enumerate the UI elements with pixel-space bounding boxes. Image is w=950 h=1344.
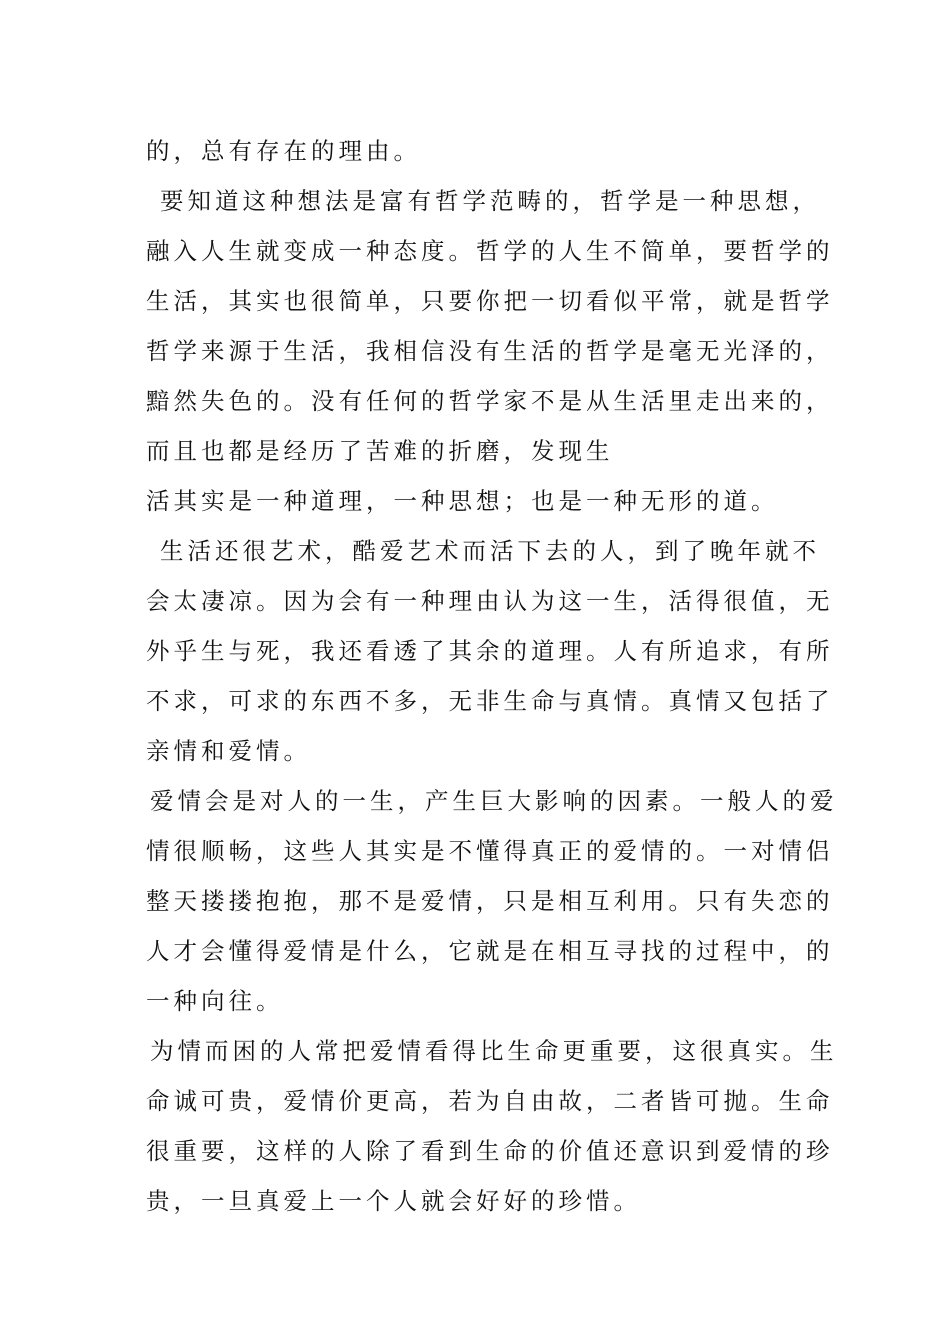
text-line: 而且也都是经历了苦难的折磨，发现生 bbox=[146, 437, 614, 465]
text-line: 为情而困的人常把爱情看得比生命更重要，这很真实。生 bbox=[150, 1037, 838, 1065]
text-line: 整天搂搂抱抱，那不是爱情，只是相互利用。只有失恋的 bbox=[146, 887, 834, 915]
text-line: 要知道这种想法是富有哲学范畴的，哲学是一种思想， bbox=[160, 187, 820, 215]
text-line: 很重要，这样的人除了看到生命的价值还意识到爱情的珍 bbox=[146, 1137, 834, 1165]
text-line: 情很顺畅，这些人其实是不懂得真正的爱情的。一对情侣 bbox=[146, 837, 834, 865]
text-line: 哲学来源于生活，我相信没有生活的哲学是毫无光泽的， bbox=[146, 337, 834, 365]
text-line: 会太凄凉。因为会有一种理由认为这一生，活得很值，无 bbox=[146, 587, 834, 615]
text-line: 生活还很艺术，酷爱艺术而活下去的人，到了晚年就不 bbox=[160, 537, 820, 565]
text-line: 生活，其实也很简单，只要你把一切看似平常，就是哲学 bbox=[146, 287, 834, 315]
text-line: 黯然失色的。没有任何的哲学家不是从生活里走出来的， bbox=[146, 387, 834, 415]
text-line: 融入人生就变成一种态度。哲学的人生不简单，要哲学的 bbox=[146, 237, 834, 265]
text-line: 亲情和爱情。 bbox=[146, 737, 311, 765]
text-line: 人才会懂得爱情是什么，它就是在相互寻找的过程中，的 bbox=[146, 937, 834, 965]
text-line: 不求，可求的东西不多，无非生命与真情。真情又包括了 bbox=[146, 687, 834, 715]
text-line: 的，总有存在的理由。 bbox=[146, 137, 421, 165]
text-line: 活其实是一种道理，一种思想；也是一种无形的道。 bbox=[146, 487, 779, 515]
text-line: 贵，一旦真爱上一个人就会好好的珍惜。 bbox=[146, 1187, 641, 1215]
text-line: 外乎生与死，我还看透了其余的道理。人有所追求，有所 bbox=[146, 637, 834, 665]
text-line: 命诚可贵，爱情价更高，若为自由故，二者皆可抛。生命 bbox=[146, 1087, 834, 1115]
text-line: 爱情会是对人的一生，产生巨大影响的因素。一般人的爱 bbox=[150, 787, 838, 815]
text-line: 一种向往。 bbox=[146, 987, 284, 1015]
